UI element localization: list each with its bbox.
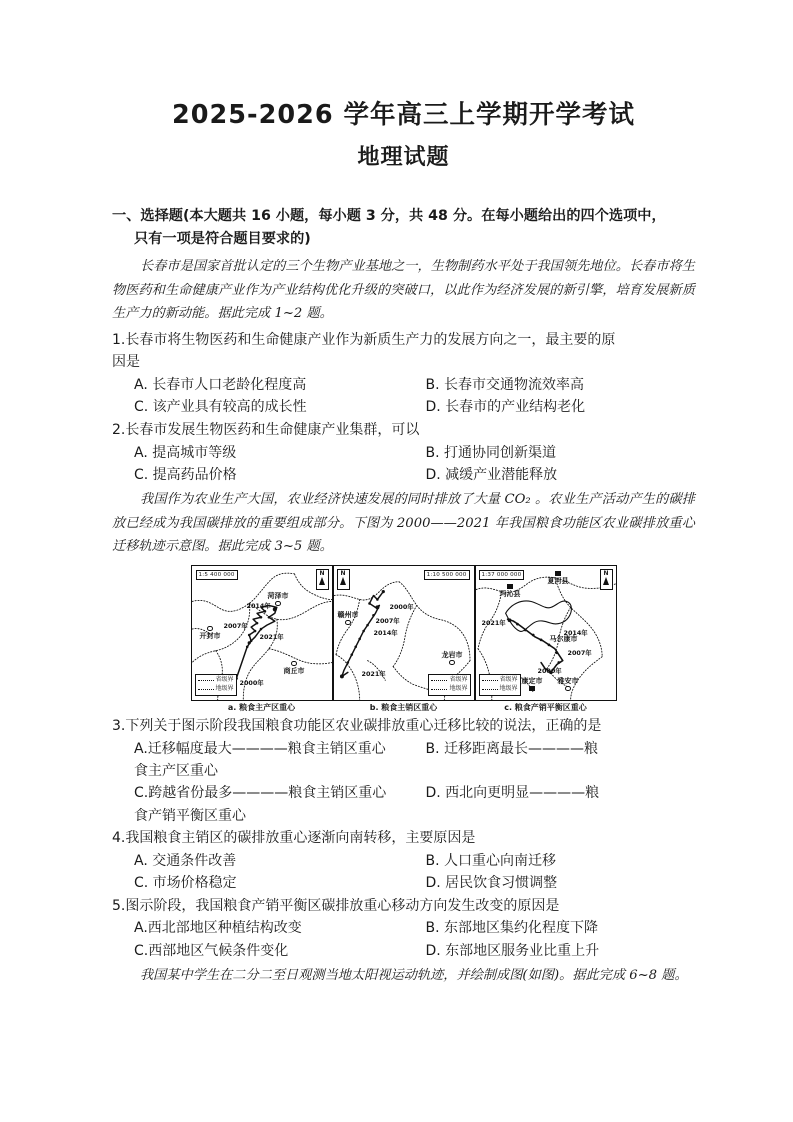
- map-b-year-2014: 2014年: [373, 628, 398, 637]
- question-4-options: [112, 850, 695, 895]
- option-row: [112, 760, 695, 782]
- question-1-options: [112, 374, 695, 419]
- question-3-options: [112, 738, 695, 828]
- question-2-options: [112, 442, 695, 487]
- option-row: [112, 782, 695, 804]
- option-d[interactable]: D. 居民饮食习惯调整: [425, 875, 558, 892]
- option-a-cont: 食主产区重心: [134, 762, 218, 779]
- question-5-options: [112, 917, 695, 962]
- option-b[interactable]: B. 人口重心向南迁移: [425, 852, 557, 869]
- map-c-caption: c. 粮食产销平衡区重心: [504, 702, 587, 712]
- city-label: 赣州市: [337, 610, 359, 619]
- legend-label: 地级界: [215, 684, 234, 692]
- map-b-year-2021: 2021年: [361, 669, 386, 678]
- city-marker-icon: [449, 660, 454, 665]
- passage-1: 长春市是国家首批认定的三个生物产业基地之一，生物制药水平处于我国领先地位。长春市将生物医药和生命健康产业作为产业结构优化升级的突破口，以此作为经济发展的新引擎，培育发展新质生产力的新动能。据此完成 1~2 题。: [112, 259, 695, 322]
- map-a-north-arrow-icon: [316, 569, 329, 590]
- north-arrow-glyph: [340, 577, 346, 585]
- map-a-year-2021: 2021年: [259, 632, 284, 641]
- map-b-city-longyan: [442, 650, 463, 665]
- option-b[interactable]: [404, 738, 696, 760]
- question-1-text: 长春市将生物医药和生命健康产业作为新质生产力的发展方向之一，最主要的原: [125, 331, 616, 348]
- legend-label: 地级界: [449, 684, 468, 692]
- option-b-label: B. 迁移距离最长————粮: [425, 740, 599, 757]
- question-1-stem: [112, 329, 695, 374]
- option-c[interactable]: C.西部地区气候条件变化: [134, 942, 289, 959]
- option-d[interactable]: D. 长春市的产业结构老化: [425, 399, 586, 416]
- map-a-year-2014: 2014年: [246, 601, 271, 610]
- option-b[interactable]: B. 长春市交通物流效率高: [425, 377, 585, 394]
- option-d[interactable]: D. 东部地区服务业比重上升: [425, 942, 600, 959]
- legend-label: 省级界: [499, 676, 518, 684]
- option-a[interactable]: A. 长春市人口老龄化程度高: [134, 377, 307, 394]
- map-c-year-2021: 2021年: [481, 618, 506, 627]
- question-1-number: 1.: [112, 331, 126, 348]
- question-4-stem: [112, 827, 695, 850]
- question-2: [112, 419, 695, 486]
- section-heading-line2: 只有一项是符合题目要求的): [134, 231, 311, 248]
- option-row: [112, 850, 695, 872]
- city-label: 玛沁县: [499, 590, 521, 599]
- legend-item-prefecture-boundary: [198, 685, 234, 694]
- question-2-number: 2.: [112, 421, 126, 438]
- city-marker-icon: [507, 584, 512, 589]
- map-c-year-2000: 2000年: [537, 666, 562, 675]
- option-row: [112, 872, 695, 894]
- question-3-stem: [112, 715, 695, 738]
- map-c-city-maqin: [500, 584, 521, 599]
- map-c-legend: [479, 674, 521, 696]
- city-label: 雅安市: [557, 676, 579, 685]
- option-row: [112, 917, 695, 939]
- map-c-year-2014: 2014年: [563, 628, 588, 637]
- dotted-line-icon: [198, 680, 214, 681]
- map-a-year-2007: 2007年: [223, 621, 248, 630]
- option-c[interactable]: [112, 782, 404, 804]
- question-4-text: 我国粮食主销区的碳排放重心逐渐向南转移，主要原因是: [125, 830, 476, 847]
- legend-item-province-boundary: [198, 676, 234, 685]
- question-1: [112, 329, 695, 419]
- map-c-wrapper: [475, 565, 617, 713]
- dotted-line-icon: [431, 680, 447, 681]
- option-c[interactable]: C. 提高药品价格: [134, 466, 237, 483]
- north-letter: N: [340, 569, 346, 577]
- question-1-text-cont: 因是: [112, 354, 140, 371]
- map-c-grain-balance-area: [475, 565, 617, 701]
- map-b-north-arrow-icon: [337, 569, 350, 590]
- figure-carbon-centroid-migration: [112, 565, 695, 713]
- page-subtitle: 地理试题: [357, 145, 450, 171]
- map-a-year-2000: 2000年: [239, 678, 264, 687]
- city-label: 开封市: [199, 632, 221, 641]
- city-marker-icon: [345, 620, 350, 625]
- map-b-wrapper: [333, 565, 475, 713]
- option-c[interactable]: C. 该产业具有较高的成长性: [134, 399, 307, 416]
- north-letter: N: [603, 569, 609, 577]
- question-5-number: 5.: [112, 897, 126, 914]
- map-b-legend: [428, 674, 470, 696]
- map-b-scale: 1:10 500 000: [424, 570, 470, 580]
- map-b-caption: b. 粮食主销区重心: [369, 702, 438, 712]
- north-arrow-glyph: [319, 577, 325, 585]
- option-a-label: A.迁移幅度最大————粮食主销区重心: [134, 740, 386, 757]
- legend-item-prefecture-boundary: [482, 685, 518, 694]
- city-label: 龙岩市: [441, 650, 463, 659]
- map-b-grain-sales-area: [333, 565, 475, 701]
- legend-label: 省级界: [215, 676, 234, 684]
- passage-3: 我国某中学生在二分二至日观测当地太阳视运动轨迹，并绘制成图(如图)。据此完成 6~8 题。: [140, 967, 688, 983]
- dotted-line-icon: [431, 689, 447, 690]
- option-row: [112, 940, 695, 962]
- map-c-city-kangding: [522, 676, 543, 691]
- city-label: 夏河县: [547, 577, 569, 586]
- dotted-line-icon: [198, 689, 214, 690]
- north-arrow-glyph: [603, 577, 609, 585]
- option-c[interactable]: C. 市场价格稳定: [134, 875, 237, 892]
- option-b[interactable]: B. 东部地区集约化程度下降: [425, 920, 599, 937]
- option-d[interactable]: D. 减缓产业潜能释放: [425, 466, 558, 483]
- city-label: 马尔康市: [549, 634, 578, 643]
- map-c-scale: 1:37 000 000: [479, 570, 525, 580]
- map-c-north-arrow-icon: [600, 569, 613, 590]
- legend-item-province-boundary: [431, 676, 467, 685]
- map-c-city-yaan: [558, 676, 579, 691]
- option-d[interactable]: [404, 782, 696, 804]
- question-4: [112, 827, 695, 894]
- option-a[interactable]: A. 交通条件改善: [134, 852, 237, 869]
- option-row: [112, 464, 695, 486]
- option-row: [112, 738, 695, 760]
- city-marker-icon: [565, 686, 570, 691]
- question-5-stem: [112, 895, 695, 918]
- question-2-text: 长春市发展生物医药和生命健康产业集群，可以: [125, 421, 420, 438]
- map-b-year-2007: 2007年: [375, 616, 400, 625]
- legend-item-province-boundary: [482, 676, 518, 685]
- map-b-year-2000: 2000年: [389, 602, 414, 611]
- option-a[interactable]: [112, 738, 404, 760]
- legend-label: 地级界: [499, 684, 518, 692]
- option-b[interactable]: B. 打通协同创新渠道: [425, 444, 557, 461]
- city-marker-icon: [555, 571, 560, 576]
- option-b-cont: [404, 760, 696, 782]
- map-a-scale: 1:5 400 000: [196, 570, 238, 580]
- question-3-text: 下列关于图示阶段我国粮食功能区农业碳排放重心迁移比较的说法，正确的是: [125, 717, 602, 734]
- legend-label: 省级界: [449, 676, 468, 684]
- map-b-city-ganzhou: [338, 610, 359, 625]
- city-marker-icon: [291, 661, 296, 666]
- city-label: 康定市: [521, 676, 543, 685]
- map-a-grain-production-area: [191, 565, 333, 701]
- option-a[interactable]: A.西北部地区种植结构改变: [134, 920, 302, 937]
- passage-2: 我国作为农业生产大国，农业经济快速发展的同时排放了大量 CO₂ 。农业生产活动产生的碳排放已经成为我国碳排放的重要组成部分。下图为 2000——2021 年我国粮食功能区农业碳排放重心迁移轨迹示意图。据此完成 3~5 题。: [112, 492, 695, 555]
- map-a-city-shangqiu: [284, 661, 305, 676]
- city-label: 菏泽市: [267, 591, 289, 600]
- legend-item-prefecture-boundary: [431, 685, 467, 694]
- map-c-year-2007: 2007年: [567, 648, 592, 657]
- option-row: [112, 396, 695, 418]
- option-row: [112, 442, 695, 464]
- map-a-city-kaifeng: [200, 626, 221, 641]
- option-row: [112, 805, 695, 827]
- option-d-label: D. 西北向更明显————粮: [425, 785, 600, 802]
- question-3-number: 3.: [112, 717, 126, 734]
- map-a-legend: [195, 674, 237, 696]
- map-c-city-xiahe: [548, 571, 569, 586]
- section-heading-line1: 一、选择题(本大题共 16 小题，每小题 3 分，共 48 分。在每小题给出的四个选项中，: [112, 208, 666, 225]
- city-marker-icon: [207, 626, 212, 631]
- dotted-line-icon: [482, 689, 498, 690]
- section-heading: [112, 205, 695, 251]
- question-3: [112, 715, 695, 827]
- map-a-caption: a. 粮食主产区重心: [227, 702, 296, 712]
- option-c-label: C.跨越省份最多————粮食主销区重心: [134, 785, 387, 802]
- question-4-number: 4.: [112, 830, 126, 847]
- option-row: [112, 374, 695, 396]
- option-a[interactable]: A. 提高城市等级: [134, 444, 237, 461]
- question-5-text: 图示阶段，我国粮食产销平衡区碳排放重心移动方向发生改变的原因是: [125, 897, 560, 914]
- dotted-line-icon: [482, 680, 498, 681]
- map-a-wrapper: [191, 565, 333, 713]
- question-5: [112, 895, 695, 962]
- city-marker-icon: [529, 686, 534, 691]
- question-2-stem: [112, 419, 695, 442]
- option-d-cont: [404, 805, 696, 827]
- option-c-cont: 食产销平衡区重心: [134, 807, 246, 824]
- page-title: 2025-2026 学年高三上学期开学考试: [172, 100, 635, 130]
- north-letter: N: [319, 569, 325, 577]
- city-marker-icon: [275, 601, 280, 606]
- city-label: 商丘市: [283, 667, 305, 676]
